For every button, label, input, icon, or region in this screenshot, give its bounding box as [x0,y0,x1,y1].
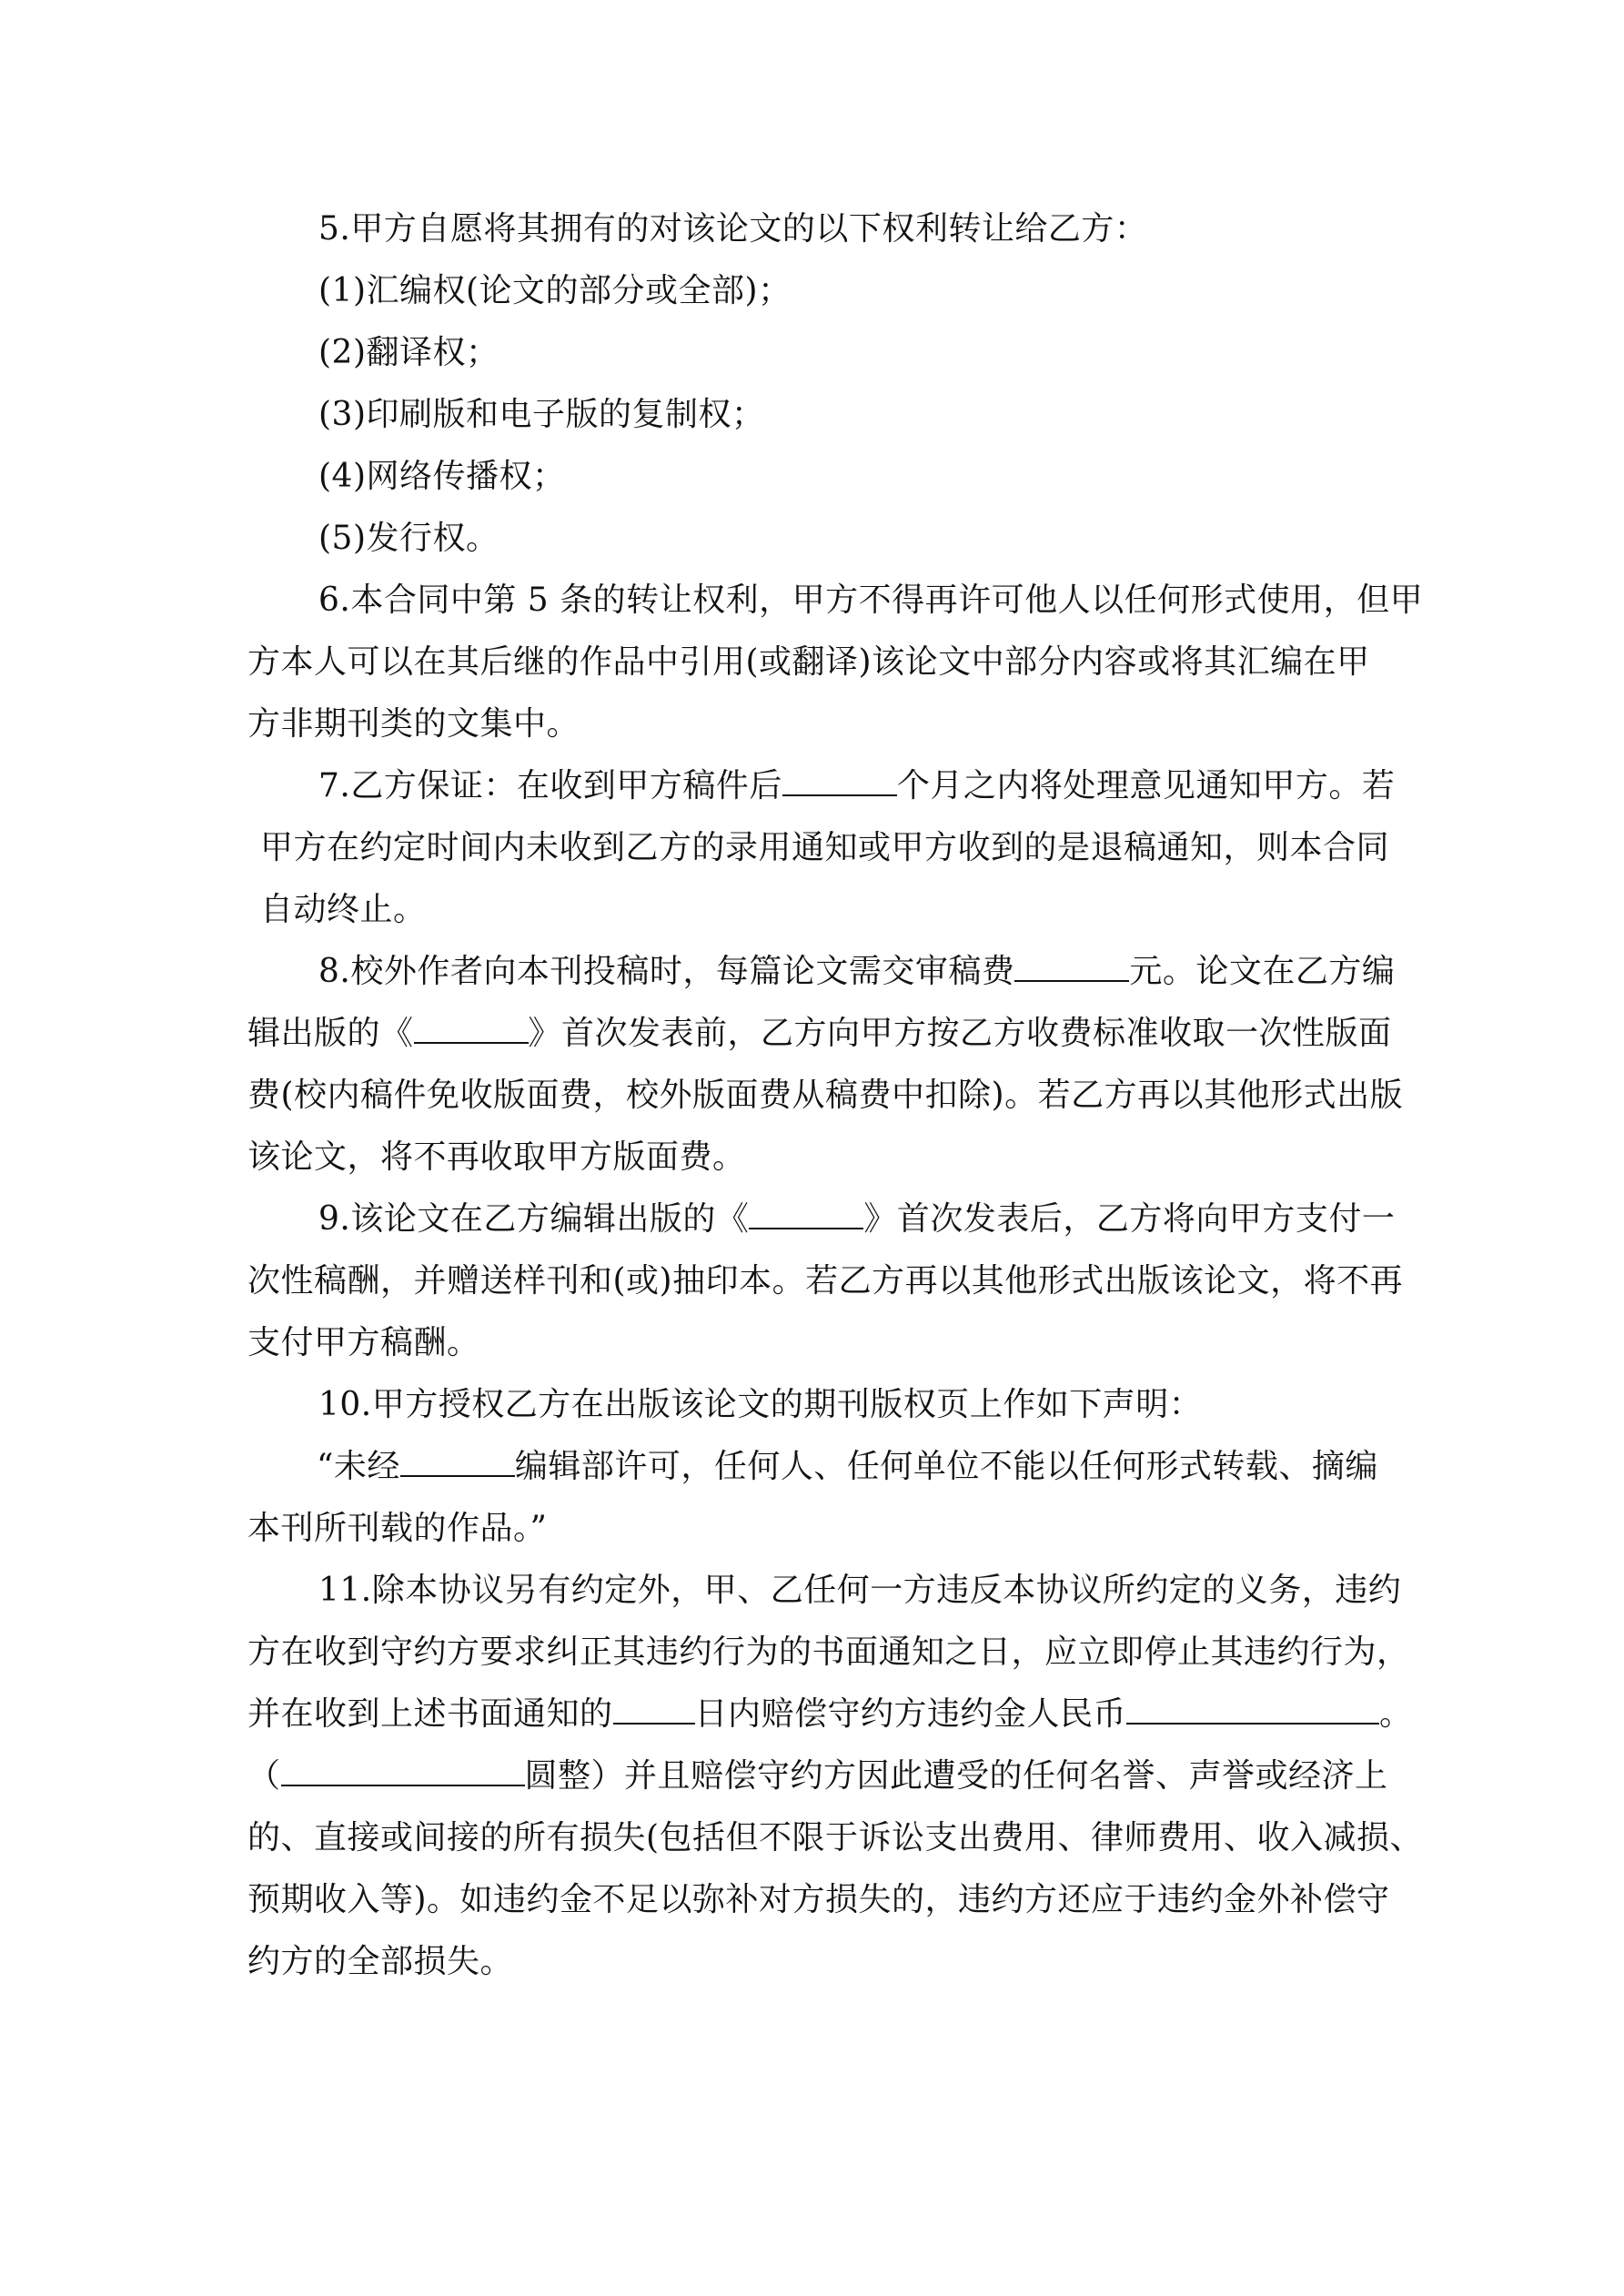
clause-10-line-3 [247,1509,547,1549]
text: 自动终止。 [260,891,427,928]
text: (5)发行权。 [318,520,499,557]
clause-8-line-2 [247,1014,1392,1054]
blank-amount[interactable] [1126,1695,1379,1725]
clause-6-line-1 [318,581,1423,621]
clause-8-line-4 [247,1138,746,1178]
text: 7.乙方保证：在收到甲方稿件后 [318,767,782,804]
clause-5-item-5 [318,519,499,559]
clause-11-line-2 [247,1633,1410,1673]
text: (2)翻译权； [318,334,499,371]
blank-journal-name-2[interactable] [749,1200,863,1229]
text: 方非期刊类的文集中。 [247,705,580,743]
blank-review-fee[interactable] [1014,953,1129,982]
clause-9-line-2 [247,1261,1403,1301]
text: 10.甲方授权乙方在出版该论文的期刊版权页上作如下声明： [318,1386,1203,1423]
clause-5-item-2 [318,333,499,373]
clause-11-line-3 [247,1694,1413,1735]
clause-7-line-2 [260,828,1389,868]
clause-5-item-3 [318,395,765,435]
clause-6-line-2 [247,642,1370,683]
text: (4)网络传播权； [318,458,566,495]
text: 费(校内稿件免收版面费，校外版面费从稿费中扣除)。若乙方再以其他形式出版 [247,1077,1404,1114]
text: 的、直接或间接的所有损失(包括但不限于诉讼支出费用、律师费用、收入减损、 [247,1819,1424,1856]
clause-11-line-6 [247,1880,1390,1920]
clause-6-line-3 [247,704,580,744]
text: 方本人可以在其后继的作品中引用(或翻译)该论文中部分内容或将其汇编在甲 [247,643,1370,681]
text: 约方的全部损失。 [247,1943,514,1980]
clause-8-line-3 [247,1076,1403,1116]
clause-5-item-4 [318,457,566,497]
text: (1)汇编权(论文的部分或全部)； [318,272,792,309]
clause-5-item-1 [318,271,792,311]
clause-9-line-3 [247,1323,480,1363]
clause-11-line-5 [247,1818,1423,1858]
text: 元。论文在乙方编 [1129,953,1396,990]
text: 次性稿酬，并赠送样刊和(或)抽印本。若乙方再以其他形式出版该论文，将不再 [247,1262,1404,1300]
text: 辑出版的《 [247,1015,414,1052]
text: 圆整）并且赔偿守约方因此遭受的任何名誉、声誉或经济上 [524,1757,1388,1795]
clause-11-line-1 [318,1571,1401,1611]
text: 》首次发表前，乙方向甲方按乙方收费标准收取一次性版面 [528,1015,1392,1052]
text: 。 [1379,1695,1413,1733]
text: 支付甲方稿酬。 [247,1324,480,1361]
clause-8-line-1 [318,952,1395,992]
text: (3)印刷版和电子版的复制权； [318,396,765,433]
blank-months[interactable] [782,767,897,796]
text: 个月之内将处理意见通知甲方。若 [896,767,1396,804]
clause-11-line-7 [247,1942,513,1982]
text: 编辑部许可，任何人、任何单位不能以任何形式转载、摘编 [514,1448,1378,1485]
text: 》首次发表后，乙方将向甲方支付一 [863,1200,1396,1238]
blank-editorial-dept[interactable] [400,1448,515,1477]
clause-10-line-1 [318,1385,1202,1425]
text: 该论文，将不再收取甲方版面费。 [247,1138,746,1176]
text: 甲方在约定时间内未收到乙方的录用通知或甲方收到的是退稿通知，则本合同 [260,829,1390,866]
clause-11-line-4 [247,1756,1388,1796]
text: “未经 [317,1448,400,1485]
text: 并在收到上述书面通知的 [247,1695,613,1733]
clause-7-line-1 [318,766,1395,806]
blank-days[interactable] [613,1695,695,1725]
text: 方在收到守约方要求纠正其违约行为的书面通知之日，应立即停止其违约行为， [247,1633,1410,1671]
blank-journal-name[interactable] [414,1015,529,1044]
text: 8.校外作者向本刊投稿时，每篇论文需交审稿费 [318,953,1015,990]
text: 5.甲方自愿将其拥有的对该论文的以下权利转让给乙方： [318,210,1148,248]
clause-9-line-1 [318,1199,1395,1239]
clause-7-line-3 [260,890,427,930]
text: 6.本合同中第 5 条的转让权利，甲方不得再许可他人以任何形式使用，但甲 [318,582,1424,619]
blank-amount-uppercase[interactable] [281,1757,525,1786]
text: 11.除本协议另有约定外，甲、乙任何一方违反本协议所约定的义务，违约 [318,1572,1402,1609]
text: 日内赔偿守约方违约金人民币 [694,1695,1127,1733]
text: （ [247,1757,281,1795]
text: 9.该论文在乙方编辑出版的《 [318,1200,750,1238]
text: 本刊所刊载的作品。” [247,1510,548,1547]
clause-5-heading [318,209,1147,249]
clause-10-line-2 [317,1447,1378,1487]
text: 预期收入等)。如违约金不足以弥补对方损失的，违约方还应于违约金外补偿守 [247,1881,1390,1918]
